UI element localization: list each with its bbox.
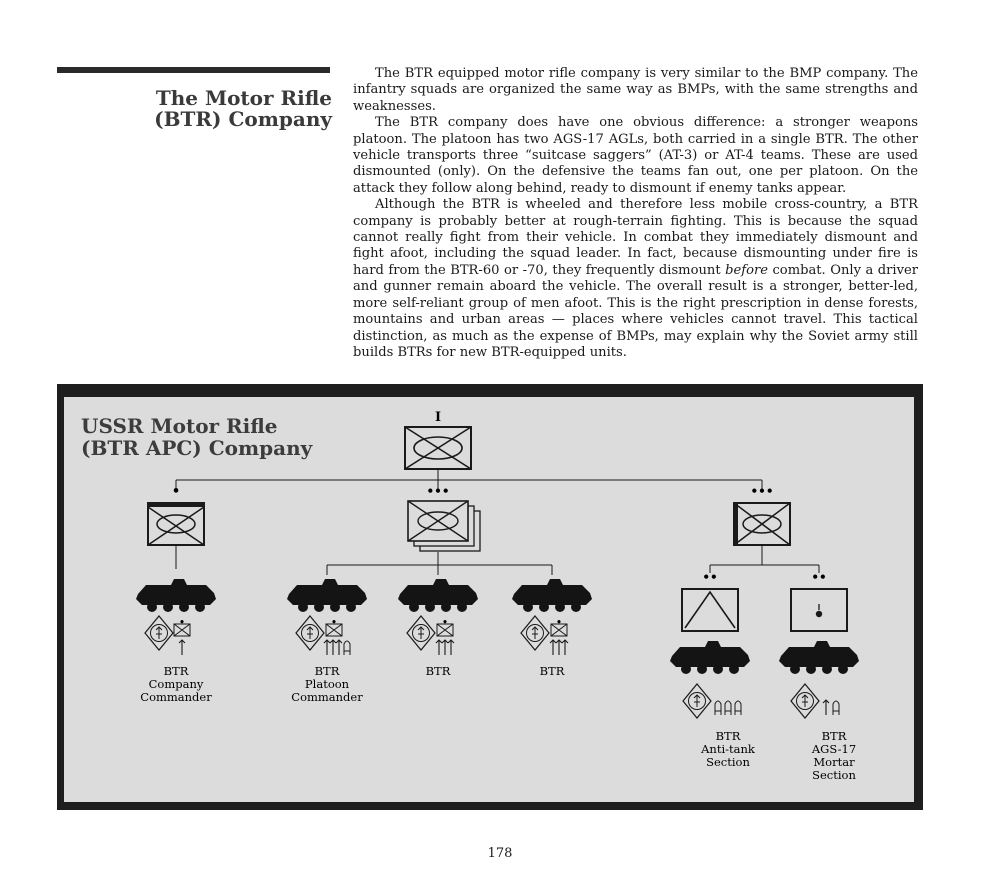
- figure-title-line1: USSR Motor Rifle: [81, 414, 278, 438]
- paragraph-3: [353, 197, 918, 361]
- weapons-platoon-symbol: [734, 484, 790, 545]
- weapons-platoon-echelon-mark: •••: [750, 484, 774, 498]
- svg-text:•: •: [179, 618, 185, 628]
- figure-title-line2: (BTR APC) Company: [81, 436, 313, 460]
- platoon-commander-label-2: Platoon: [304, 677, 350, 691]
- company-commander-label-3: Commander: [140, 690, 212, 704]
- svg-text:•: •: [331, 618, 337, 628]
- btr-2-diamond-icon: [521, 616, 549, 650]
- platoon-commander-vehicle: [287, 579, 367, 612]
- antitank-echelon-mark: ••: [702, 570, 718, 584]
- hq-unit-symbol: [148, 484, 204, 545]
- antitank-label-3: Section: [706, 755, 750, 769]
- company-commander-diamond-icon: [145, 616, 173, 650]
- ags-vehicle: [779, 641, 859, 674]
- ags-label-3: Mortar: [813, 755, 855, 769]
- section-heading: [100, 88, 332, 130]
- svg-text:•: •: [556, 618, 562, 628]
- antitank-label-2: Anti-tank: [701, 742, 755, 756]
- btr-squad-group-1: [398, 579, 478, 678]
- platoon-commander-label-3: Commander: [291, 690, 363, 704]
- paragraph-2: The BTR company does have one obvious difference: a stronger weapons platoon. The platoon has two AGS-17 AGLs, both carried in a single BTR. The other vehicle transports three “suitcase saggers” (AT-3) or AT-4 teams. These are used dismounted (only). On the defensive the teams fan out, one per platoon. On the attack they follow along behind, ready to dismount if enemy tanks appear.: [353, 115, 918, 196]
- btr-label-2: BTR: [539, 664, 565, 678]
- antitank-vehicle: [670, 641, 750, 674]
- org-connector-lines: [176, 469, 819, 575]
- org-chart-diagram: [64, 397, 914, 802]
- btr-vehicle-2: [512, 579, 592, 612]
- btr-vehicle-1: [398, 579, 478, 612]
- platoon-commander-group: [287, 579, 367, 704]
- antitank-label-1: BTR: [715, 729, 741, 743]
- btr-label-1: BTR: [425, 664, 451, 678]
- heading-rule: [57, 67, 330, 73]
- ags-echelon-mark: ••: [811, 570, 827, 584]
- hq-echelon-mark: •: [171, 484, 181, 499]
- section-heading-line1: The Motor Rifle: [155, 86, 332, 110]
- platoon-commander-diamond-icon: [296, 616, 324, 650]
- company-echelon-mark: I: [434, 410, 442, 425]
- paragraph-3-part-a: Although the BTR is wheeled and therefore less mobile cross-country, a BTR company is probably better at rough-terrain fighting. This is because the squad cannot really fight from their vehicle. In combat they immediately dismount and fight afoot, including the squad leader. In fact, because dismounting under fire is hard from the BTR-60 or -70, they frequently dismount: [353, 197, 918, 278]
- company-unit-symbol: [405, 410, 471, 469]
- org-chart-figure: [57, 384, 923, 810]
- platoon-echelon-mark: •••: [426, 484, 450, 498]
- section-heading-line2: (BTR) Company: [154, 107, 332, 131]
- ags-diamond-icon: [791, 684, 819, 718]
- company-commander-label-2: Company: [148, 677, 204, 691]
- page-number: 178: [487, 846, 513, 861]
- ags-label-2: AGS-17: [811, 742, 857, 756]
- antitank-diamond-icon: [683, 684, 711, 718]
- ags-label-4: Section: [812, 768, 856, 782]
- btr-squad-group-2: [512, 579, 592, 678]
- paragraph-3-part-b: combat. Only a driver and gunner remain aboard the vehicle. The overall result is a stronger, better-led, more self-reliant group of men afoot. This is the right prescription in dense forests, mountains and urban areas — places where vehicles cannot travel. This tactical distinction, as much as the expense of BMPs, may explain why the Soviet army still builds BTRs for new BTR-equipped units.: [353, 262, 918, 360]
- platoon-unit-symbol: [408, 484, 480, 551]
- org-chart-panel: [64, 397, 914, 802]
- company-commander-label-1: BTR: [163, 664, 189, 678]
- btr-1-diamond-icon: [407, 616, 435, 650]
- company-commander-vehicle: [136, 579, 216, 612]
- ags-label-1: BTR: [821, 729, 847, 743]
- svg-text:•: •: [442, 618, 448, 628]
- company-commander-group: [136, 579, 216, 704]
- ags-section-group: [779, 570, 859, 782]
- platoon-commander-label-1: BTR: [314, 664, 340, 678]
- paragraph-1: The BTR equipped motor rifle company is very similar to the BMP company. The infantry squads are organized the same way as BMPs, with the same strengths and weaknesses.: [353, 66, 918, 114]
- antitank-section-group: [670, 570, 756, 769]
- paragraph-3-emphasis: before: [725, 262, 768, 278]
- body-text: [353, 66, 918, 361]
